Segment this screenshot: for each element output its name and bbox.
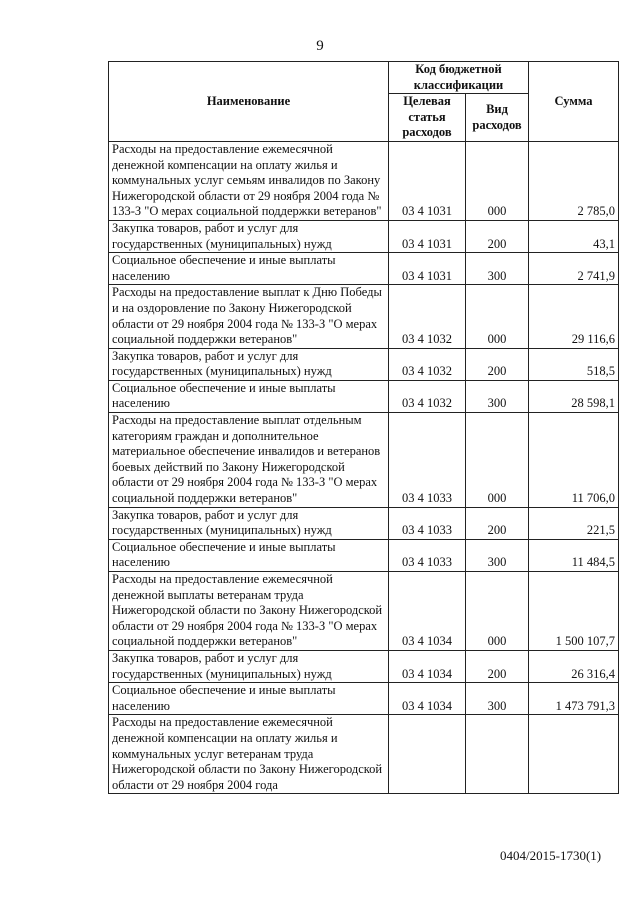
- row-expense-kind-cell: 300: [466, 539, 529, 571]
- row-sum-cell: [529, 715, 619, 794]
- row-name-cell: Расходы на предоставление ежемесячной денежной компенсации на оплату жилья и коммунальных услуг ветеранам труда Нижегородской области по Закону Нижегородской области от 29 ноября 2004 года: [109, 715, 389, 794]
- row-expense-kind-cell: 200: [466, 507, 529, 539]
- row-target-article-cell: 03 4 1032: [389, 348, 466, 380]
- table-row: [109, 348, 619, 380]
- row-sum-cell: 2 741,9: [529, 253, 619, 285]
- row-sum-cell: 518,5: [529, 348, 619, 380]
- row-name-cell: Расходы на предоставление выплат к Дню Победы и на оздоровление по Закону Нижегородской области от 29 ноября 2004 года № 133-З "О мерах социальной поддержки ветеранов": [109, 285, 389, 348]
- table-row: [109, 413, 619, 508]
- row-name-cell: Закупка товаров, работ и услуг для государственных (муниципальных) нужд: [109, 220, 389, 252]
- table-row: [109, 141, 619, 220]
- row-sum-cell: 11 706,0: [529, 413, 619, 508]
- header-budget-code: Код бюджетной классификации: [389, 62, 529, 94]
- row-target-article-cell: 03 4 1031: [389, 253, 466, 285]
- row-name-cell: Социальное обеспечение и иные выплаты населению: [109, 253, 389, 285]
- row-expense-kind-cell: 000: [466, 141, 529, 220]
- row-name-cell: Социальное обеспечение и иные выплаты населению: [109, 539, 389, 571]
- row-target-article-cell: 03 4 1031: [389, 141, 466, 220]
- row-name-cell: Закупка товаров, работ и услуг для государственных (муниципальных) нужд: [109, 507, 389, 539]
- row-expense-kind-cell: 000: [466, 285, 529, 348]
- header-expense-kind: Вид расходов: [466, 94, 529, 142]
- row-name-cell: Расходы на предоставление выплат отдельным категориям граждан и дополнительное материальное обеспечение инвалидов и ветеранов боевых действий по Закону Нижегородской области от 29 ноября 2004 года № 133-З "О мерах социальной поддержки ветеранов": [109, 413, 389, 508]
- page-number: 9: [316, 38, 324, 54]
- row-expense-kind-cell: 300: [466, 253, 529, 285]
- row-expense-kind-cell: 200: [466, 650, 529, 682]
- row-name-cell: Расходы на предоставление ежемесячной денежной выплаты ветеранам труда Нижегородской области по Закону Нижегородской области от 29 ноября 2004 года № 133-З "О мерах социальной поддержки ветеранов": [109, 572, 389, 651]
- row-sum-cell: 26 316,4: [529, 650, 619, 682]
- row-name-cell: Закупка товаров, работ и услуг для государственных (муниципальных) нужд: [109, 650, 389, 682]
- table-row: [109, 715, 619, 794]
- row-name-cell: Расходы на предоставление ежемесячной денежной компенсации на оплату жилья и коммунальных услуг семьям инвалидов по Закону Нижегородской области от 29 ноября 2004 года № 133-З "О мерах социальной поддержки ветеранов": [109, 141, 389, 220]
- row-name-cell: Социальное обеспечение и иные выплаты населению: [109, 380, 389, 412]
- row-expense-kind-cell: 000: [466, 572, 529, 651]
- header-target-article: Целевая статья расходов: [389, 94, 466, 142]
- table-row: [109, 380, 619, 412]
- table-row: [109, 650, 619, 682]
- budget-table: [108, 61, 619, 794]
- table-row: [109, 220, 619, 252]
- row-target-article-cell: 03 4 1031: [389, 220, 466, 252]
- row-sum-cell: 1 500 107,7: [529, 572, 619, 651]
- header-name: Наименование: [109, 62, 389, 142]
- row-name-cell: Закупка товаров, работ и услуг для государственных (муниципальных) нужд: [109, 348, 389, 380]
- row-target-article-cell: 03 4 1033: [389, 507, 466, 539]
- row-target-article-cell: 03 4 1032: [389, 285, 466, 348]
- row-sum-cell: 11 484,5: [529, 539, 619, 571]
- row-target-article-cell: 03 4 1033: [389, 539, 466, 571]
- row-target-article-cell: 03 4 1034: [389, 683, 466, 715]
- row-expense-kind-cell: 200: [466, 348, 529, 380]
- row-target-article-cell: [389, 715, 466, 794]
- row-expense-kind-cell: 200: [466, 220, 529, 252]
- table-row: [109, 683, 619, 715]
- table-row: [109, 539, 619, 571]
- table-body: [109, 141, 619, 793]
- row-name-cell: Социальное обеспечение и иные выплаты населению: [109, 683, 389, 715]
- row-target-article-cell: 03 4 1034: [389, 572, 466, 651]
- row-expense-kind-cell: 300: [466, 683, 529, 715]
- row-sum-cell: 1 473 791,3: [529, 683, 619, 715]
- row-expense-kind-cell: 300: [466, 380, 529, 412]
- table-row: [109, 253, 619, 285]
- row-sum-cell: 28 598,1: [529, 380, 619, 412]
- table-row: [109, 285, 619, 348]
- table-row: [109, 507, 619, 539]
- row-sum-cell: 43,1: [529, 220, 619, 252]
- row-sum-cell: 221,5: [529, 507, 619, 539]
- document-code: 0404/2015-1730(1): [500, 848, 602, 863]
- header-sum: Сумма: [529, 62, 619, 142]
- table-row: [109, 572, 619, 651]
- row-target-article-cell: 03 4 1033: [389, 413, 466, 508]
- row-expense-kind-cell: 000: [466, 413, 529, 508]
- row-sum-cell: 29 116,6: [529, 285, 619, 348]
- row-expense-kind-cell: [466, 715, 529, 794]
- row-sum-cell: 2 785,0: [529, 141, 619, 220]
- row-target-article-cell: 03 4 1032: [389, 380, 466, 412]
- row-target-article-cell: 03 4 1034: [389, 650, 466, 682]
